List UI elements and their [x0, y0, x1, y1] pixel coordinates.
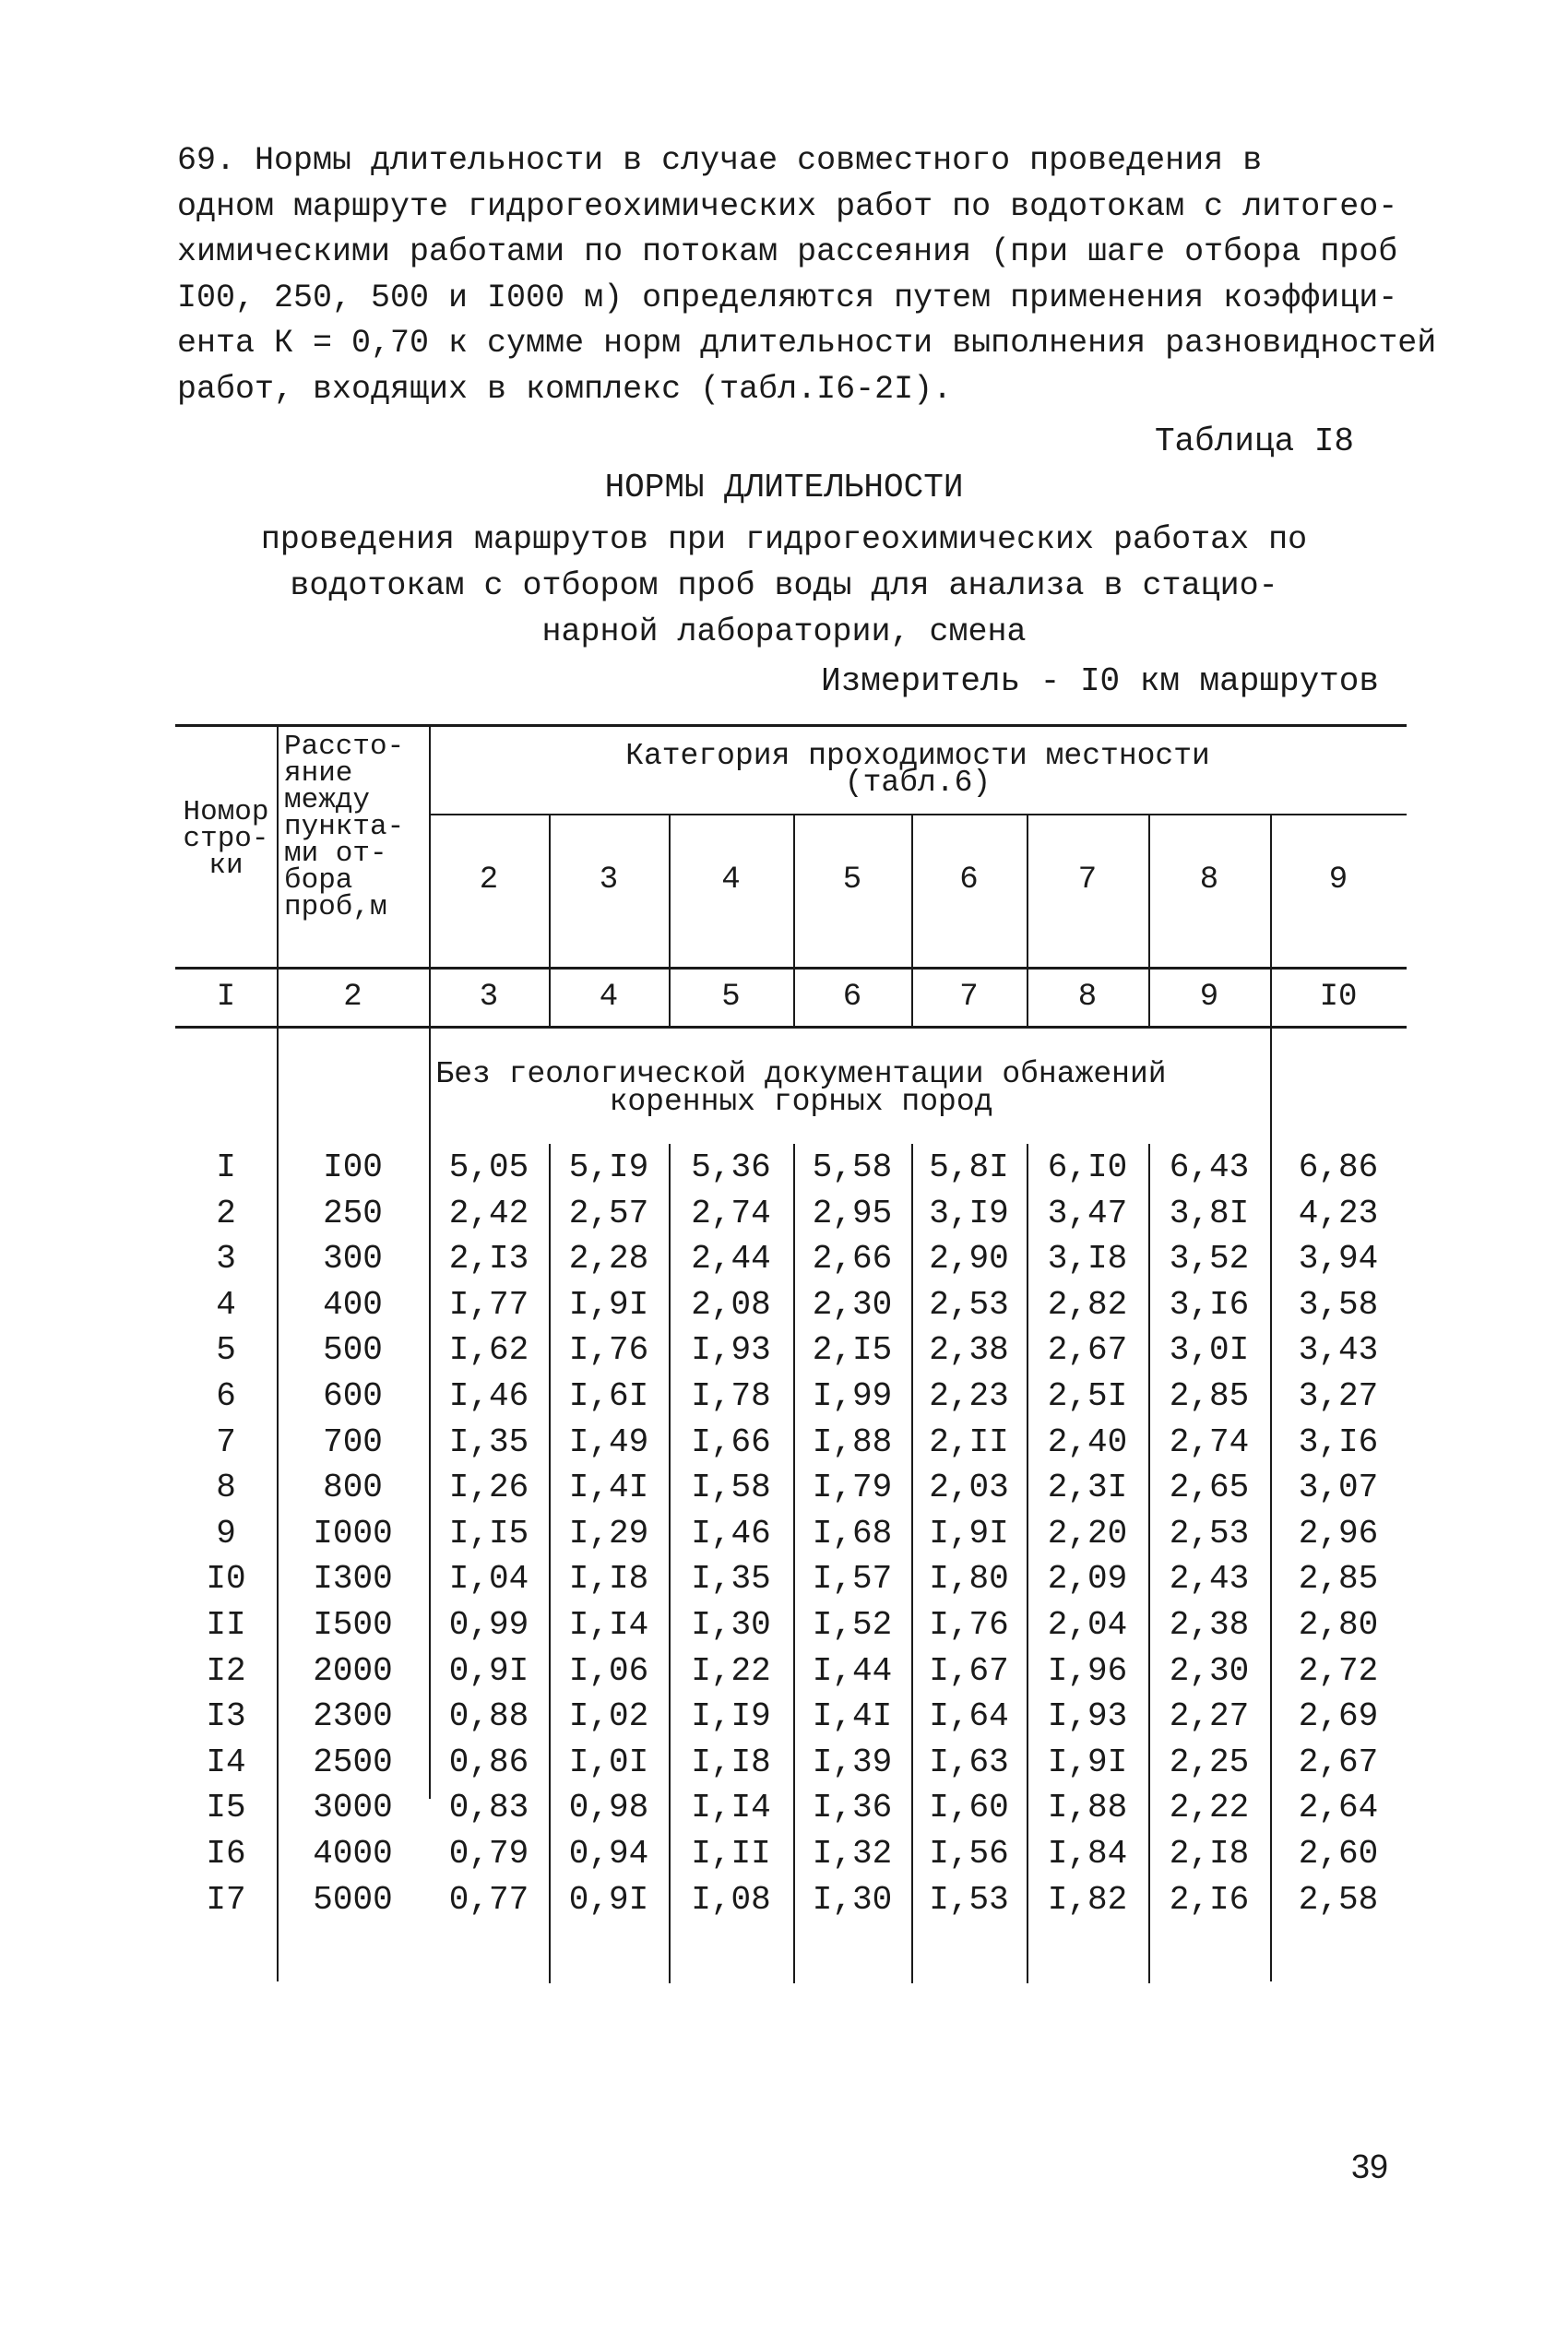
header-category-6: 6	[959, 863, 979, 898]
table-cell-value: 2,04	[1047, 1606, 1128, 1644]
table-row-number: 2	[216, 1194, 236, 1232]
table-cell-value: I,53	[929, 1880, 1009, 1919]
table-cell-value: I,58	[691, 1469, 771, 1507]
table-cell-value: 2,20	[1047, 1514, 1128, 1553]
table-cell-value: 2,09	[1047, 1560, 1128, 1599]
table-cell-value: 3,07	[1298, 1469, 1379, 1507]
header-category-5: 5	[842, 863, 862, 898]
table-cell-value: 2,43	[1169, 1560, 1250, 1599]
measure-unit: Измеритель - I0 км маршрутов	[821, 662, 1379, 700]
table-cell-value: 2,40	[1047, 1422, 1128, 1461]
table-cell-value: 2,44	[691, 1240, 771, 1279]
table-cell-value: 3,43	[1298, 1331, 1379, 1370]
table-row-number: I7	[206, 1880, 246, 1919]
table-cell-value: 2,96	[1298, 1514, 1379, 1553]
header-bottom-rule	[175, 967, 1407, 970]
table-cell-value: I,35	[691, 1560, 771, 1599]
column-number: 7	[959, 980, 979, 1015]
table-cell-value: I,9I	[1047, 1743, 1128, 1781]
table-cell-value: I,67	[929, 1651, 1009, 1690]
table-cell-value: I,39	[812, 1743, 893, 1781]
table-cell-value: 0,9I	[568, 1880, 649, 1919]
table-cell-value: I,II	[691, 1835, 771, 1873]
table-row-distance: I000	[313, 1514, 393, 1553]
section-title: Без геологической документации обнажений коренных горных пород	[435, 1057, 1167, 1119]
table-cell-value: I,29	[568, 1514, 649, 1553]
table-row-number: I5	[206, 1789, 246, 1827]
header-distance: Рассто- яние между пункта- ми от- бора проб,м	[284, 731, 405, 923]
table-cell-value: I,I8	[568, 1560, 649, 1599]
table-cell-value: I,0I	[568, 1743, 649, 1781]
table-cell-value: 0,79	[448, 1835, 529, 1873]
table-cell-value: I,36	[812, 1789, 893, 1827]
column-number: 8	[1077, 980, 1098, 1015]
table-cell-value: I,4I	[568, 1469, 649, 1507]
table-row-number: I6	[206, 1835, 246, 1873]
header-category-4: 4	[721, 863, 741, 898]
table-cell-value: I,I9	[691, 1697, 771, 1736]
table-cell-value: I,22	[691, 1651, 771, 1690]
header-category-2: 2	[479, 863, 499, 898]
table-row-number: 9	[216, 1514, 236, 1553]
table-cell-value: 3,94	[1298, 1240, 1379, 1279]
table-cell-value: 2,5I	[1047, 1377, 1128, 1415]
table-cell-value: I,6I	[568, 1377, 649, 1415]
table-row-number: I4	[206, 1743, 246, 1781]
table-row-distance: 3000	[313, 1789, 393, 1827]
table-row-number: 8	[216, 1469, 236, 1507]
intro-paragraph: 69. Нормы длительности в случае совместного проведения в одном маршруте гидрогеохимических работ по водотокам с литогео- химическими работами по потокам рассеяния (при шаге отбора проб I00, 250, 500 и I000 м) определяются путем применения коэффици- ента К = 0,70 к сумме норм длительности выполнения разновидностей работ, входящих в комплекс (табл.I6-2I).	[177, 142, 1437, 408]
table-cell-value: I,49	[568, 1422, 649, 1461]
table-row-distance: 4000	[313, 1835, 393, 1873]
table-cell-value: 3,I9	[929, 1194, 1009, 1232]
table-cell-value: 2,II	[929, 1422, 1009, 1461]
table-cell-value: I,30	[812, 1880, 893, 1919]
table-cell-value: I,84	[1047, 1835, 1128, 1873]
table-cell-value: I,82	[1047, 1880, 1128, 1919]
table-cell-value: 2,69	[1298, 1697, 1379, 1736]
table-cell-value: 5,I9	[568, 1148, 649, 1186]
table-cell-value: 2,I5	[812, 1331, 893, 1370]
table-cell-value: 0,86	[448, 1743, 529, 1781]
table-cell-value: 2,72	[1298, 1651, 1379, 1690]
table-cell-value: I,99	[812, 1377, 893, 1415]
table-cell-value: 2,22	[1169, 1789, 1250, 1827]
table-row-distance: 500	[323, 1331, 383, 1370]
table-cell-value: 2,38	[1169, 1606, 1250, 1644]
column-number: 2	[343, 980, 362, 1015]
table-cell-value: I,57	[812, 1560, 893, 1599]
table-row-distance: 2000	[313, 1651, 393, 1690]
table-cell-value: I,I4	[691, 1789, 771, 1827]
table-cell-value: I,32	[812, 1835, 893, 1873]
table-cell-value: 6,43	[1169, 1148, 1250, 1186]
table-row-number: I0	[206, 1560, 246, 1599]
table-cell-value: 3,I6	[1169, 1285, 1250, 1324]
table-cell-value: 2,53	[1169, 1514, 1250, 1553]
table-subtitle: проведения маршрутов при гидрогеохимических работах по водотокам с отбором проб воды для анализа в стацио- нарной лаборатории, смена	[260, 521, 1308, 650]
table-cell-value: I,76	[929, 1606, 1009, 1644]
column-number: I0	[1319, 980, 1358, 1015]
table-row-distance: 800	[323, 1469, 383, 1507]
table-cell-value: 2,30	[1169, 1651, 1250, 1690]
table-cell-value: I,93	[691, 1331, 771, 1370]
table-cell-value: I,79	[812, 1469, 893, 1507]
table-cell-value: 0,88	[448, 1697, 529, 1736]
table-cell-value: I,46	[448, 1377, 529, 1415]
header-split-rule	[429, 814, 1407, 815]
table-cell-value: 5,05	[448, 1148, 529, 1186]
table-row-distance: 2300	[313, 1697, 393, 1736]
table-cell-value: I,77	[448, 1285, 529, 1324]
table-row-number: 4	[216, 1285, 236, 1324]
table-row-distance: 400	[323, 1285, 383, 1324]
table-cell-value: I,62	[448, 1331, 529, 1370]
table-row-distance: I500	[313, 1606, 393, 1644]
table-cell-value: 2,58	[1298, 1880, 1379, 1919]
table-cell-value: I,04	[448, 1560, 529, 1599]
table-cell-value: 3,27	[1298, 1377, 1379, 1415]
table-cell-value: 2,85	[1298, 1560, 1379, 1599]
table-cell-value: I,78	[691, 1377, 771, 1415]
column-number: 9	[1199, 980, 1219, 1015]
numbers-bottom-rule	[175, 1026, 1407, 1029]
table-row-distance: 300	[323, 1240, 383, 1279]
header-category-3: 3	[599, 863, 619, 898]
table-row-number: 7	[216, 1422, 236, 1461]
header-category-9: 9	[1328, 863, 1348, 898]
table-cell-value: 0,99	[448, 1606, 529, 1644]
column-number: 6	[842, 980, 862, 1015]
table-top-rule	[175, 724, 1407, 727]
table-cell-value: 2,53	[929, 1285, 1009, 1324]
table-cell-value: I,96	[1047, 1651, 1128, 1690]
table-cell-value: I,60	[929, 1789, 1009, 1827]
table-cell-value: I,I8	[691, 1743, 771, 1781]
table-cell-value: 2,90	[929, 1240, 1009, 1279]
table-cell-value: 2,74	[1169, 1422, 1250, 1461]
table-cell-value: I,I5	[448, 1514, 529, 1553]
table-cell-value: I,52	[812, 1606, 893, 1644]
table-cell-value: 2,28	[568, 1240, 649, 1279]
table-cell-value: 2,I8	[1169, 1835, 1250, 1873]
table-cell-value: 2,67	[1047, 1331, 1128, 1370]
table-row-distance: I00	[323, 1148, 383, 1186]
table-cell-value: I,88	[1047, 1789, 1128, 1827]
table-cell-value: 2,I3	[448, 1240, 529, 1279]
table-cell-value: 2,65	[1169, 1469, 1250, 1507]
table-cell-value: 2,3I	[1047, 1469, 1128, 1507]
table-cell-value: 2,I6	[1169, 1880, 1250, 1919]
table-cell-value: I,66	[691, 1422, 771, 1461]
page-number: 39	[1350, 2148, 1388, 2185]
table-cell-value: I,44	[812, 1651, 893, 1690]
table-cell-value: 2,80	[1298, 1606, 1379, 1644]
table-cell-value: 3,0I	[1169, 1331, 1250, 1370]
table-cell-value: 2,27	[1169, 1697, 1250, 1736]
table-cell-value: I,02	[568, 1697, 649, 1736]
table-cell-value: I,30	[691, 1606, 771, 1644]
table-cell-value: I,88	[812, 1422, 893, 1461]
table-cell-value: 2,57	[568, 1194, 649, 1232]
table-cell-value: 6,I0	[1047, 1148, 1128, 1186]
table-cell-value: 4,23	[1298, 1194, 1379, 1232]
column-number: I	[216, 980, 236, 1015]
table-cell-value: 2,60	[1298, 1835, 1379, 1873]
table-cell-value: 3,8I	[1169, 1194, 1250, 1232]
header-row-number: Номор стро- ки	[183, 796, 269, 882]
table-cell-value: I,26	[448, 1469, 529, 1507]
table-cell-value: I,35	[448, 1422, 529, 1461]
table-cell-value: I,4I	[812, 1697, 893, 1736]
table-cell-value: 2,42	[448, 1194, 529, 1232]
table-cell-value: I,64	[929, 1697, 1009, 1736]
table-row-distance: 5000	[313, 1880, 393, 1919]
table-cell-value: I,9I	[568, 1285, 649, 1324]
table-cell-value: I,80	[929, 1560, 1009, 1599]
table-cell-value: 3,I8	[1047, 1240, 1128, 1279]
header-category-8: 8	[1199, 863, 1219, 898]
table-row-number: 6	[216, 1377, 236, 1415]
table-cell-value: I,46	[691, 1514, 771, 1553]
table-cell-value: 2,25	[1169, 1743, 1250, 1781]
table-cell-value: 2,03	[929, 1469, 1009, 1507]
table-row-distance: 600	[323, 1377, 383, 1415]
table-title: НОРМЫ ДЛИТЕЛЬНОСТИ	[604, 469, 964, 506]
table-cell-value: 5,8I	[929, 1148, 1009, 1186]
column-number: 3	[479, 980, 499, 1015]
table-cell-value: I,93	[1047, 1697, 1128, 1736]
table-cell-value: I,68	[812, 1514, 893, 1553]
table-row-number: I2	[206, 1651, 246, 1690]
table-cell-value: 2,66	[812, 1240, 893, 1279]
table-row-number: 3	[216, 1240, 236, 1279]
table-cell-value: 2,64	[1298, 1789, 1379, 1827]
table-cell-value: I,56	[929, 1835, 1009, 1873]
table-cell-value: 0,94	[568, 1835, 649, 1873]
table-row-distance: 700	[323, 1422, 383, 1461]
table-row-distance: 2500	[313, 1743, 393, 1781]
table-cell-value: 6,86	[1298, 1148, 1379, 1186]
table-cell-value: 3,58	[1298, 1285, 1379, 1324]
table-cell-value: 5,36	[691, 1148, 771, 1186]
table-cell-value: 2,95	[812, 1194, 893, 1232]
table-cell-value: 2,67	[1298, 1743, 1379, 1781]
table-cell-value: 2,23	[929, 1377, 1009, 1415]
table-cell-value: 3,47	[1047, 1194, 1128, 1232]
table-cell-value: I,I4	[568, 1606, 649, 1644]
table-cell-value: 2,74	[691, 1194, 771, 1232]
table-row-distance: 250	[323, 1194, 383, 1232]
table-cell-value: 2,30	[812, 1285, 893, 1324]
table-cell-value: 3,52	[1169, 1240, 1250, 1279]
table-cell-value: 0,9I	[448, 1651, 529, 1690]
table-cell-value: 5,58	[812, 1148, 893, 1186]
column-number: 4	[599, 980, 619, 1015]
table-row-distance: I300	[313, 1560, 393, 1599]
table-cell-value: 2,85	[1169, 1377, 1250, 1415]
table-cell-value: 0,77	[448, 1880, 529, 1919]
column-number: 5	[721, 980, 741, 1015]
table-row-number: II	[206, 1606, 246, 1644]
table-cell-value: I,9I	[929, 1514, 1009, 1553]
table-cell-value: 0,83	[448, 1789, 529, 1827]
table-cell-value: 2,82	[1047, 1285, 1128, 1324]
header-category: Категория проходимости местности (табл.6)	[625, 739, 1210, 800]
table-cell-value: I,08	[691, 1880, 771, 1919]
table-cell-value: I,63	[929, 1743, 1009, 1781]
table-cell-value: 2,38	[929, 1331, 1009, 1370]
table-cell-value: 2,08	[691, 1285, 771, 1324]
table-row-number: 5	[216, 1331, 236, 1370]
table-caption: Таблица I8	[1154, 422, 1354, 460]
table-row-number: I3	[206, 1697, 246, 1736]
table-cell-value: I,76	[568, 1331, 649, 1370]
table-cell-value: I,06	[568, 1651, 649, 1690]
table-row-number: I	[216, 1148, 236, 1186]
header-category-7: 7	[1077, 863, 1098, 898]
table-cell-value: 0,98	[568, 1789, 649, 1827]
table-cell-value: 3,I6	[1298, 1422, 1379, 1461]
